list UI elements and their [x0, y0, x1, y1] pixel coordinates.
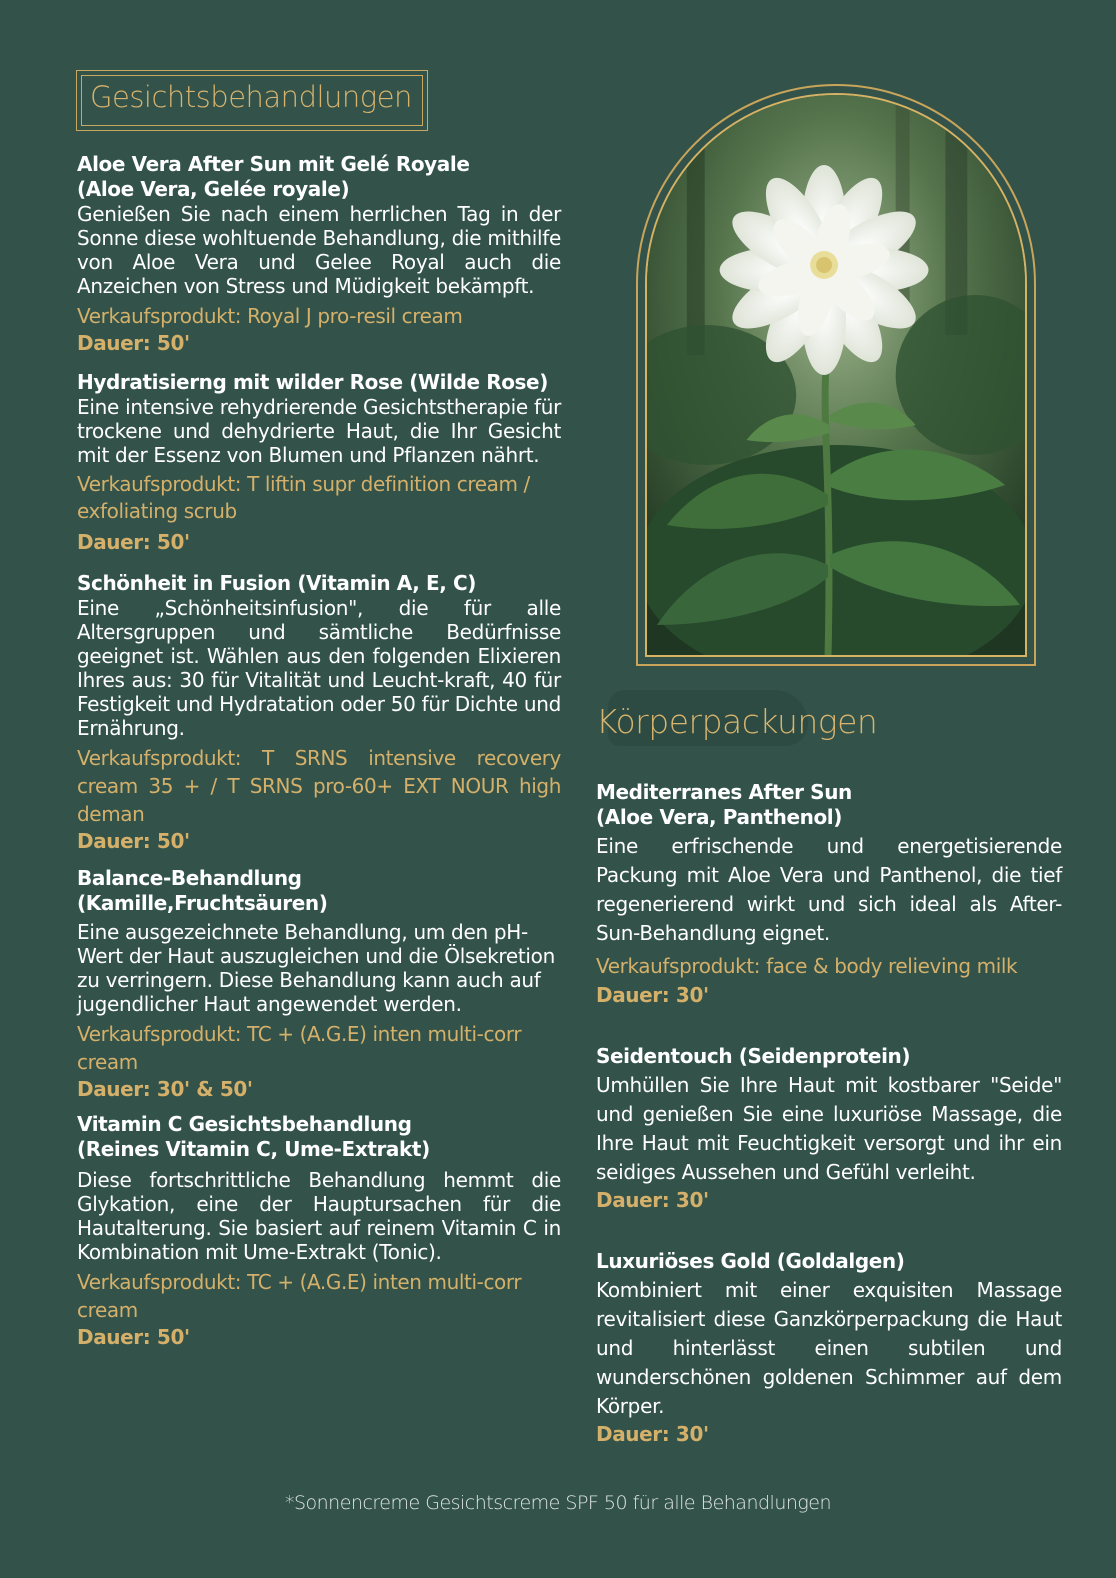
treatment-duration: Dauer: 50' — [77, 1325, 190, 1349]
flower-illustration — [647, 95, 1025, 655]
treatment-product: Verkaufsprodukt: face & body relieving milk — [596, 954, 1018, 978]
treatment-item — [77, 152, 561, 356]
section-title-body: Körperpackungen — [596, 702, 878, 741]
treatment-title: Seidentouch (Seidenprotein) — [596, 1044, 911, 1068]
treatment-item — [77, 866, 561, 1102]
treatment-subtitle: (Aloe Vera, Gelée royale) — [77, 177, 350, 201]
treatment-subtitle: (Kamille,Fruchtsäuren) — [77, 891, 328, 915]
treatment-product: Verkaufsprodukt: TC + (A.G.E) inten multi-corr cream — [77, 1022, 522, 1074]
treatment-item — [77, 571, 561, 854]
treatment-item — [77, 370, 561, 555]
treatment-item — [596, 1044, 1062, 1213]
face-treatments-list — [77, 152, 561, 1350]
treatment-title: Balance-Behandlung — [77, 866, 302, 890]
body-treatments-list — [596, 780, 1062, 1447]
treatment-product: Verkaufsprodukt: T SRNS intensive recovery cream 35 + / T SRNS pro-60+ EXT NOUR high deman — [77, 746, 561, 826]
treatment-duration: Dauer: 30' — [596, 1422, 709, 1446]
treatment-title: Vitamin C Gesichtsbehandlung — [77, 1112, 412, 1136]
treatment-duration: Dauer: 30' — [596, 1188, 709, 1212]
treatment-item — [596, 1249, 1062, 1447]
treatment-product: Verkaufsprodukt: T liftin supr definition cream / exfoliating scrub — [77, 472, 530, 523]
section-title-face: Gesichtsbehandlungen — [90, 80, 412, 114]
treatment-duration: Dauer: 50' — [77, 331, 190, 355]
treatment-item — [77, 1112, 561, 1350]
treatment-description: Eine „Schönheitsinfusion", die für alle Altersgruppen und sämtliche Bedürfnisse geeignet ist. Wählen aus den folgenden Elixieren Ihres aus: 30 für Vitalität und Leucht-kraft, 40 für Festigkeit und Hydratation oder 50 für Dichte und Ernährung. — [77, 596, 561, 740]
treatment-duration: Dauer: 30' & 50' — [77, 1077, 253, 1101]
treatment-description: Genießen Sie nach einem herrlichen Tag in der Sonne diese wohltuende Behandlung, die mithilfe von Aloe Vera und Gelee Royal auch die Anzeichen von Stress und Müdigkeit bekämpft. — [77, 202, 561, 298]
treatment-duration: Dauer: 50' — [77, 530, 190, 554]
treatment-duration: Dauer: 30' — [596, 983, 709, 1007]
treatment-title: Mediterranes After Sun — [596, 780, 852, 804]
treatment-description: Umhüllen Sie Ihre Haut mit kostbarer "Seide" und genießen Sie eine luxuriöse Massage, die Ihre Haut mit Feuchtigkeit versorgt und ihr ein seidiges Aussehen und Gefühl verleiht. — [596, 1073, 1062, 1184]
treatment-description: Eine intensive rehydrierende Gesichtstherapie für trockene und dehydrierte Haut, die Ihr Gesicht mit der Essenz von Blumen und Pflanzen nährt. — [77, 395, 561, 467]
treatment-item — [596, 780, 1062, 1008]
treatment-product: Verkaufsprodukt: TC + (A.G.E) inten multi-corr cream — [77, 1270, 522, 1322]
treatment-description: Diese fortschrittliche Behandlung hemmt die Glykation, eine der Hauptursachen für die Hautalterung. Sie basiert auf reinem Vitamin C in Kombination mit Ume-Extrakt (Tonic). — [77, 1168, 561, 1264]
treatment-title: Schönheit in Fusion (Vitamin A, E, C) — [77, 571, 477, 595]
treatment-description: Eine erfrischende und energetisierende Packung mit Aloe Vera und Panthenol, die tief regenerierend wirkt und sich ideal als After-Sun-Behandlung eignet. — [596, 834, 1062, 945]
treatment-description: Eine ausgezeichnete Behandlung, um den pH-Wert der Haut auszugleichen und die Ölsekretion zu verringern. Diese Behandlung kann auch auf jugendlicher Haut angewendet werden. — [77, 920, 555, 1016]
treatment-subtitle: (Aloe Vera, Panthenol) — [596, 805, 843, 829]
treatment-title: Luxuriöses Gold (Goldalgen) — [596, 1249, 905, 1273]
footnote: *Sonnencreme Gesichtscreme SPF 50 für alle Behandlungen — [284, 1492, 832, 1514]
treatment-product: Verkaufsprodukt: Royal J pro-resil cream — [77, 304, 463, 328]
treatment-subtitle: (Reines Vitamin C, Ume-Extrakt) — [77, 1137, 430, 1161]
flower-image — [645, 93, 1027, 657]
treatment-title: Aloe Vera After Sun mit Gelé Royale — [77, 152, 470, 176]
treatment-title: Hydratisierng mit wilder Rose (Wilde Rose) — [77, 370, 548, 394]
treatment-description: Kombiniert mit einer exquisiten Massage revitalisiert diese Ganzkörperpackung die Haut und hinterlässt einen subtilen und wunderschönen goldenen Schimmer auf dem Körper. — [596, 1278, 1062, 1418]
treatment-duration: Dauer: 50' — [77, 829, 190, 853]
